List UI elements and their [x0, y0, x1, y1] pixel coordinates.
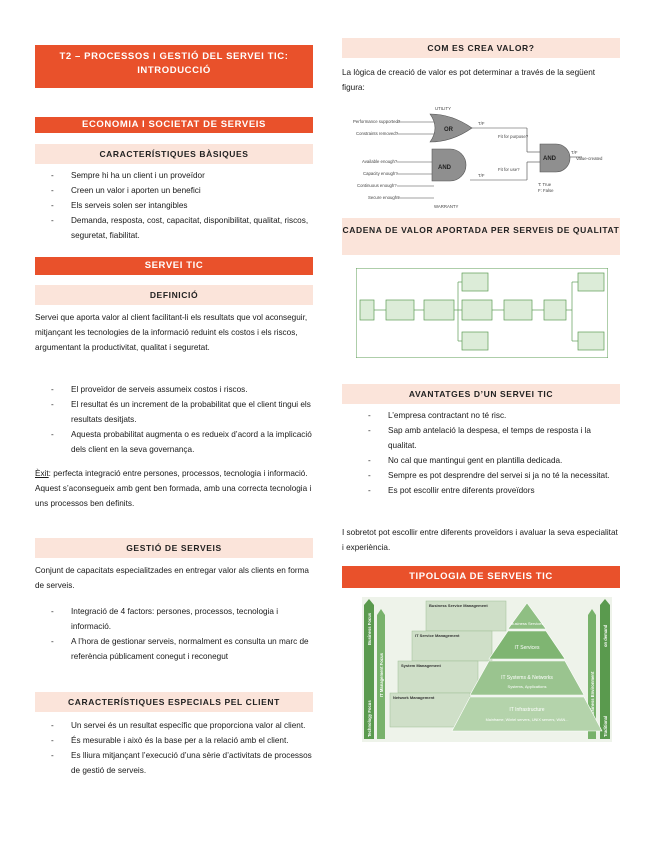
- input-label: Constraints removed?: [356, 131, 399, 136]
- page-title: T2 – PROCESSOS I GESTIÓ DEL SERVEI TIC: INTRODUCCIÓ: [35, 45, 313, 88]
- list-item: - Es pot escollir entre diferents proveïdors: [368, 483, 620, 498]
- list-item: - El proveïdor de serveis assumeix costos i riscos.: [51, 382, 313, 397]
- it-management-focus-label: IT Management Focus: [379, 653, 384, 697]
- input-label: Secure enough?: [368, 195, 400, 200]
- exit-paragraph: [35, 466, 313, 511]
- section-header-economia: ECONOMIA I SOCIETAT DE SERVEIS: [35, 117, 313, 133]
- tf-label: T/F: [478, 173, 485, 178]
- legend-false: F: False: [538, 188, 554, 193]
- list-avantatges: [368, 408, 620, 498]
- list-item: - Sempre hi ha un client i un proveïdor: [51, 168, 313, 183]
- warranty-label: WARRANTY: [434, 204, 459, 209]
- input-label: Performance supported?: [353, 119, 401, 124]
- input-label: Available enough?: [362, 159, 398, 164]
- chain-box: [424, 300, 454, 320]
- subheader-definicio: DEFINICIÓ: [35, 285, 313, 305]
- list-item: - Els serveis solen ser intangibles: [51, 198, 313, 213]
- fit-use-label: Fit for use?: [498, 167, 520, 172]
- chain-box: [360, 300, 374, 320]
- input-label: Capacity enough?: [363, 171, 398, 176]
- exit-label: Èxit: [35, 469, 49, 478]
- list-item: - A l’hora de gestionar serveis, normalment es consulta un marc de referència públicament conegut i reconegut: [51, 634, 313, 664]
- subheader-gestio: GESTIÓ DE SERVEIS: [35, 538, 313, 558]
- subheader-caracteristiques: CARACTERÍSTIQUES BÀSIQUES: [35, 144, 313, 164]
- list-item: - No cal que mantingui gent en plantilla dedicada.: [368, 453, 620, 468]
- tier-label: IT Systems & Networks: [501, 675, 553, 681]
- services-pyramid: [362, 597, 612, 742]
- level-label: Business Service Management: [429, 603, 488, 608]
- tier-label: IT Infrastructure: [509, 707, 545, 713]
- chain-box: [578, 332, 604, 350]
- input-label: Continuous enough?: [357, 183, 397, 188]
- section-header-tipologia: TIPOLOGIA DE SERVEIS TIC: [342, 566, 620, 588]
- list-especials: [51, 718, 313, 778]
- utility-label: UTILITY: [435, 106, 451, 111]
- list-item: - És mesurable i això és la base per a la relació amb el client.: [51, 733, 313, 748]
- chain-box: [504, 300, 532, 320]
- list-item: - Aquesta probabilitat augmenta o es redueix d’acord a la implicació dels client en la seva governança.: [51, 427, 313, 457]
- business-focus-label: Business Focus: [367, 612, 372, 645]
- business-environment-label: Business Environment: [590, 671, 595, 717]
- section-header-servei-tic: SERVEI TIC: [35, 257, 313, 275]
- tier-sublabel: Mainframe, Wintel servers, UNIX servers, WAN...: [485, 718, 569, 722]
- tf-label: T/F: [478, 121, 485, 126]
- subheader-avantatges: AVANTATGES D’UN SERVEI TIC: [342, 384, 620, 404]
- chain-box: [544, 300, 566, 320]
- chain-box: [386, 300, 414, 320]
- valor-text: La lògica de creació de valor es pot determinar a través de la següent figura:: [342, 68, 596, 92]
- chain-box: [578, 273, 604, 291]
- level-label: IT Service Management: [415, 633, 460, 638]
- legend-true: T: True: [538, 182, 552, 187]
- definicio-text: Servei que aporta valor al client facilitant-li els resultats que vol aconseguir, mitjançant les tecnologies de la informació reduint els costos i els riscos, argumentant la productivitat, qualitat i seguretat.: [35, 313, 308, 352]
- tier-label: Business Services: [510, 621, 544, 626]
- list-definicio: [51, 382, 313, 457]
- list-gestio: [51, 604, 313, 664]
- and-label: AND: [438, 165, 451, 171]
- list-item: - Demanda, resposta, cost, capacitat, disponibilitat, qualitat, riscos, seguretat, fiabilitat.: [51, 213, 313, 243]
- tier-label: IT Services: [514, 645, 540, 651]
- technology-focus-label: Technology Focus: [367, 700, 372, 737]
- pyramid-tier-4: [452, 697, 602, 731]
- list-item: - L’empresa contractant no té risc.: [368, 408, 620, 423]
- list-item: - El resultat és un increment de la probabilitat que el client tingui els resultats desitjats.: [51, 397, 313, 427]
- level-label: System Management: [401, 663, 441, 668]
- chain-box: [462, 300, 492, 320]
- chain-box: [462, 332, 488, 350]
- traditional-label: Traditional: [603, 715, 608, 737]
- subheader-cadena: CADENA DE VALOR APORTADA PER SERVEIS DE QUALITAT: [342, 218, 620, 255]
- avantatges-text: I sobretot pot escollir entre diferents proveïdors i avaluar la seva especialitat i experiència.: [342, 528, 618, 552]
- value-chain-diagram: [356, 268, 608, 358]
- level-label: Network Management: [393, 695, 435, 700]
- exit-text: : perfecta integració entre persones, processos, tecnologia i informació. Aquest s’aconsegueix amb gent ben formada, amb una correcta tecnologia i uns processos ben definits.: [35, 469, 312, 508]
- tf-label: T/F: [571, 150, 578, 155]
- or-label: OR: [444, 127, 453, 133]
- list-item: - Integració de 4 factors: persones, processos, tecnologia i informació.: [51, 604, 313, 634]
- and-label: AND: [543, 156, 556, 162]
- list-caracteristiques: [51, 168, 313, 243]
- fit-purpose-label: Fit for purpose?: [498, 134, 529, 139]
- value-logic-figure: [352, 104, 614, 212]
- list-item: - Creen un valor i aporten un benefici: [51, 183, 313, 198]
- list-item: - Sap amb antelació la despesa, el temps de resposta i la qualitat.: [368, 423, 620, 453]
- list-item: - Un servei és un resultat específic que proporciona valor al client.: [51, 718, 313, 733]
- value-chain-figure: [356, 268, 608, 358]
- value-created-label: Value-created: [576, 156, 603, 161]
- list-item: - Sempre es pot desprendre del servei si ja no té la necessitat.: [368, 468, 620, 483]
- on-demand-label: on demand: [603, 624, 608, 647]
- gestio-text: Conjunt de capacitats especialitzades en entregar valor als clients en forma de serveis.: [35, 566, 309, 590]
- subheader-especials: CARACTERÍSTIQUES ESPECIALS PEL CLIENT: [35, 692, 313, 712]
- subheader-valor: COM ES CREA VALOR?: [342, 38, 620, 58]
- list-item: - Es lliura mitjançant l’execució d’una sèrie d’activitats de processos de gestió de serveis.: [51, 748, 313, 778]
- chain-box: [462, 273, 488, 291]
- tier-sublabel: Systems, Applications: [507, 684, 547, 689]
- pyramid-figure: [362, 597, 612, 742]
- logic-diagram: [352, 104, 614, 212]
